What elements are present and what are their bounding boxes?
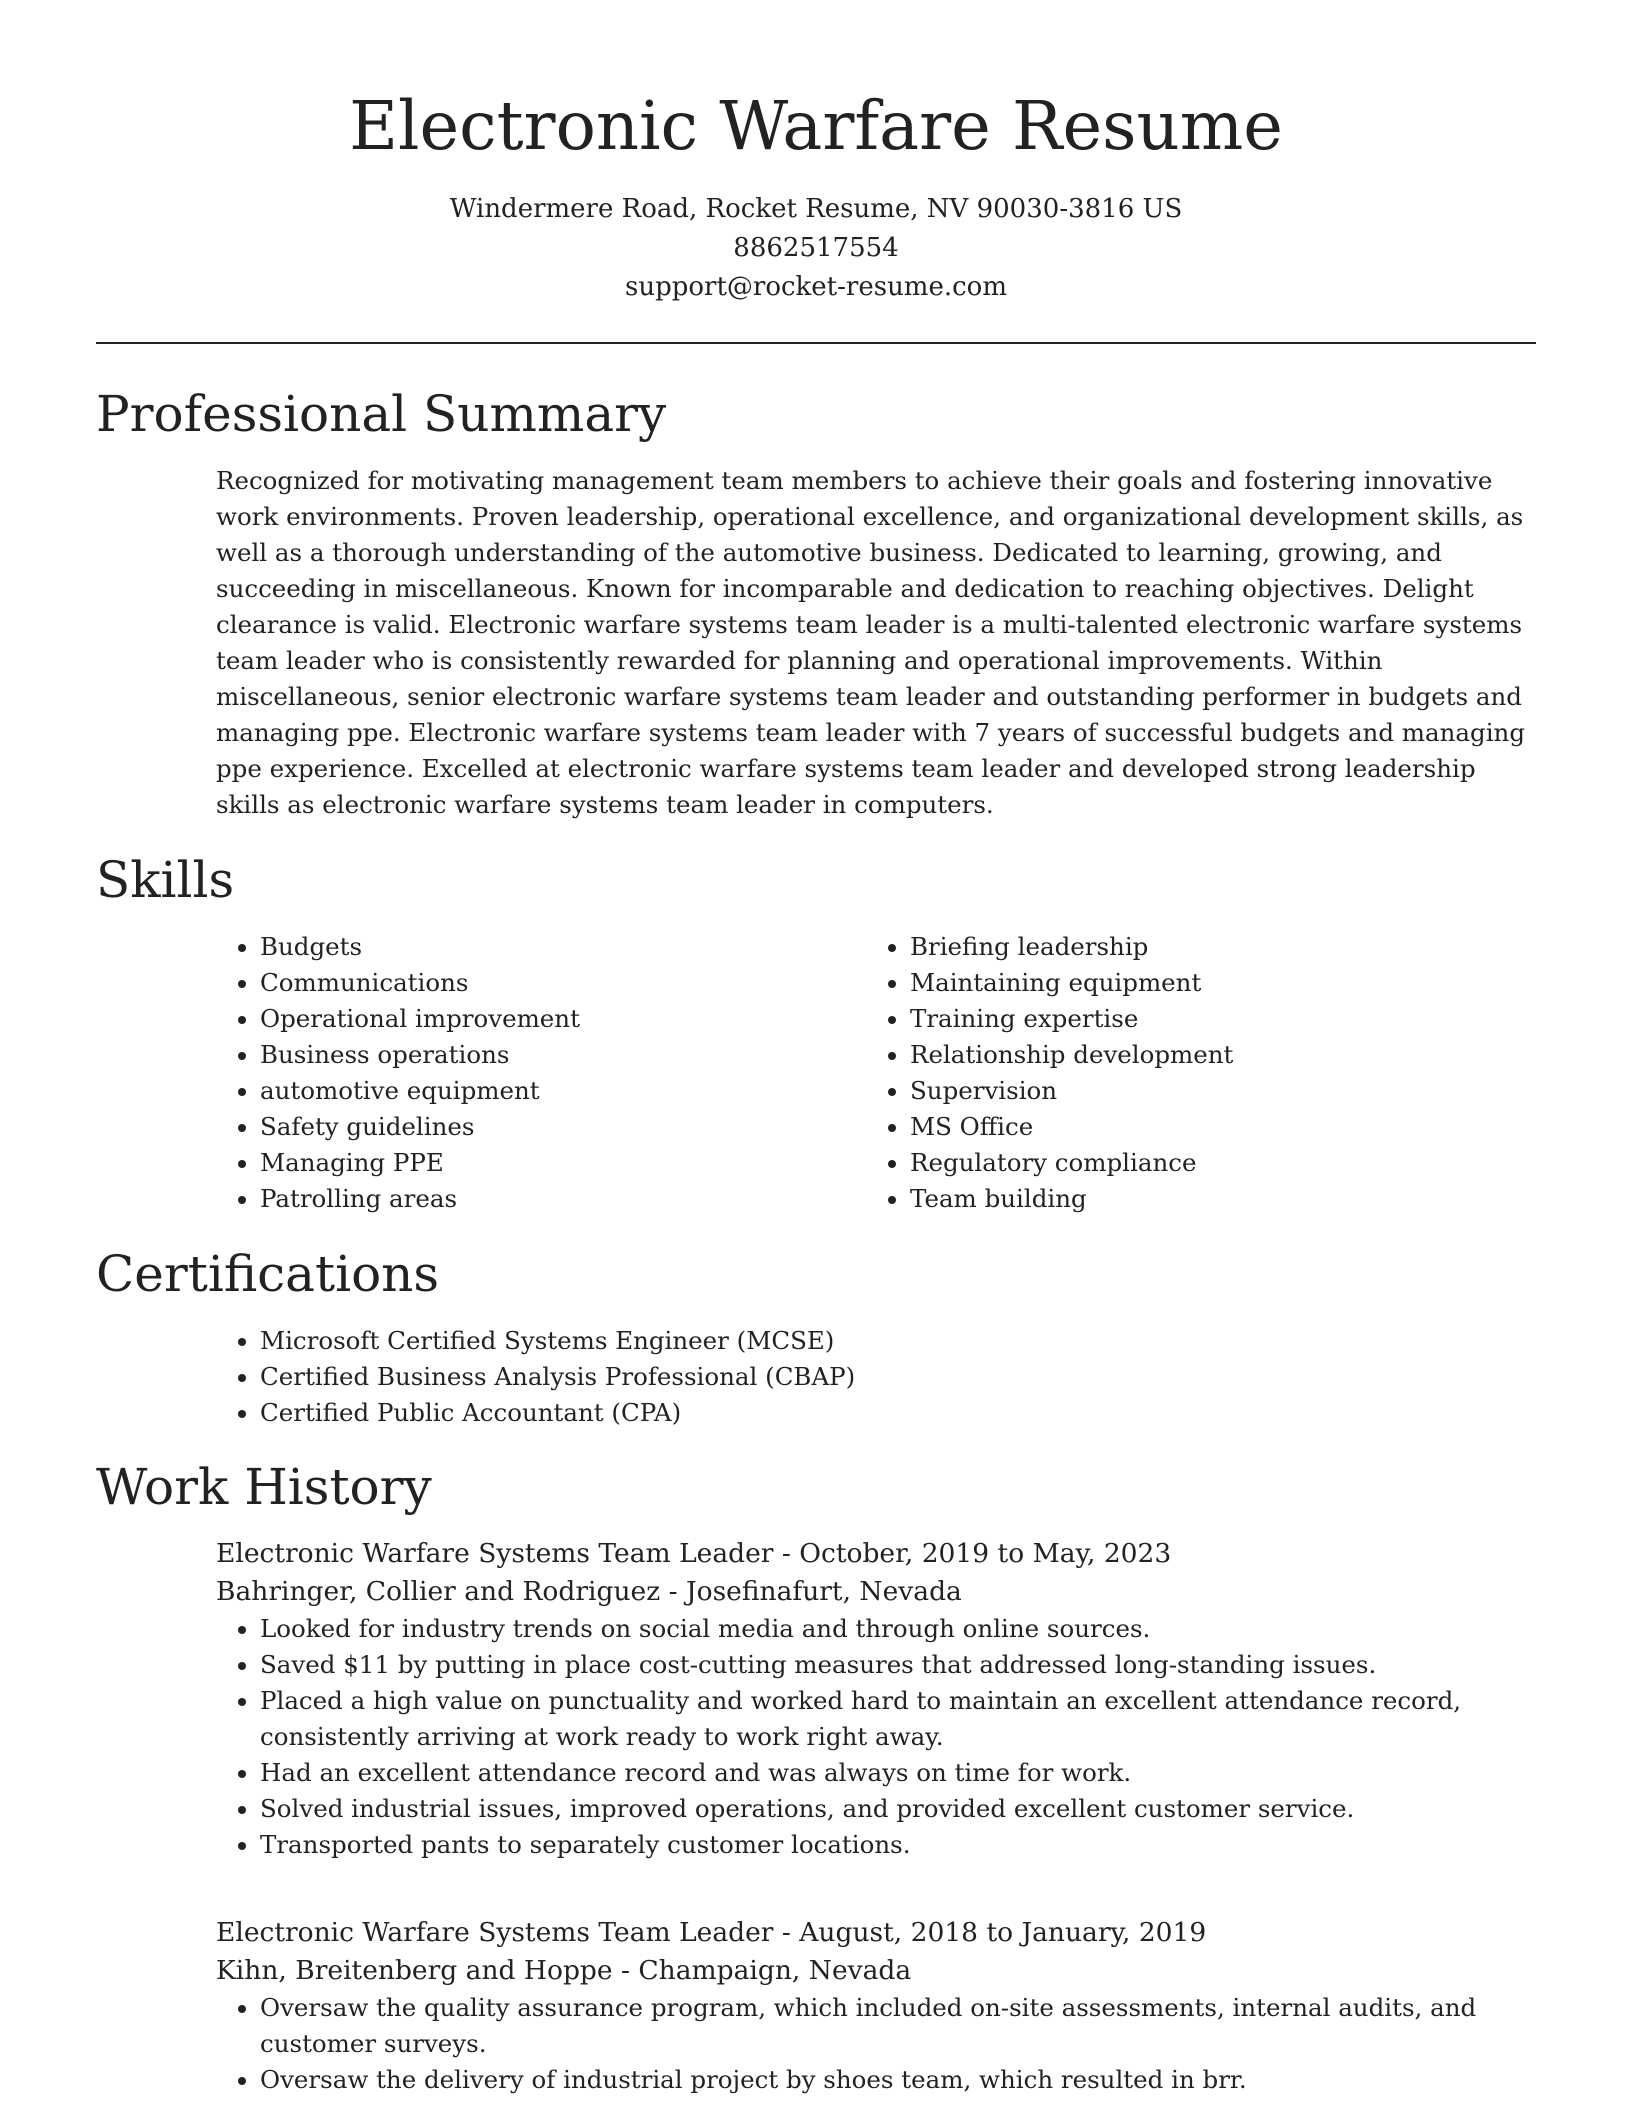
contact-email: support@rocket-resume.com	[624, 272, 1007, 302]
skill-item: • Relationship development	[910, 1037, 1526, 1073]
contact-address: Windermere Road, Rocket Resume, NV 90030-3816 US	[449, 194, 1183, 224]
certifications-heading: Certifications	[96, 1245, 440, 1303]
skill-item: • Budgets	[260, 929, 856, 965]
skill-item: • automotive equipment	[260, 1073, 856, 1109]
job-bullet: • Solved industrial issues, improved operations, and provided excellent customer service.	[260, 1791, 1536, 1827]
skill-item: • Communications	[260, 965, 856, 1001]
skill-item: • Maintaining equipment	[910, 965, 1526, 1001]
job-bullet: • Had an excellent attendance record and was always on time for work.	[260, 1755, 1536, 1791]
job-bullet: • Oversaw the delivery of industrial project by shoes team, which resulted in brr.	[260, 2062, 1536, 2098]
skill-item: • Training expertise	[910, 1001, 1526, 1037]
skills-column-right	[866, 929, 1526, 1217]
job-bullet: • Looked for industry trends on social media and through online sources.	[260, 1611, 1536, 1647]
job-company-line	[216, 1573, 1536, 1611]
skill-item: • Briefing leadership	[910, 929, 1526, 965]
skill-item: • Operational improvement	[260, 1001, 856, 1037]
certifications-section	[216, 1323, 1536, 1431]
job-location: - Josefinafurt, Nevada	[660, 1576, 962, 1607]
skill-item: • Business operations	[260, 1037, 856, 1073]
resume-name: Electronic Warfare Resume	[349, 87, 1283, 165]
job-bullets	[216, 1990, 1536, 2098]
job-bullet: • Transported pants to separately customer locations.	[260, 1827, 1536, 1863]
certification-item: • Microsoft Certified Systems Engineer (MCSE)	[260, 1323, 1536, 1359]
job-bullet: • Oversaw the quality assurance program, which included on-site assessments, internal audits, and customer surveys.	[260, 1990, 1536, 2062]
job-company: Bahringer, Collier and Rodriguez	[216, 1576, 661, 1607]
skill-item: • Patrolling areas	[260, 1181, 856, 1217]
certification-item: • Certified Business Analysis Professional (CBAP)	[260, 1359, 1536, 1395]
summary-heading: Professional Summary	[96, 385, 667, 443]
certification-item: • Certified Public Accountant (CPA)	[260, 1395, 1536, 1431]
resume-header	[0, 0, 1632, 307]
job-bullet: • Saved $11 by putting in place cost-cutting measures that addressed long-standing issues.	[260, 1647, 1536, 1683]
job-bullet: • Placed a high value on punctuality and worked hard to maintain an excellent attendance record, consistently arriving at work ready to work right away.	[260, 1683, 1536, 1755]
skill-item: • MS Office	[910, 1109, 1526, 1145]
work-history-heading: Work History	[96, 1458, 432, 1516]
job-title-line	[216, 1914, 1536, 1952]
job-title: Electronic Warfare Systems Team Leader	[216, 1917, 774, 1948]
skills-column-left	[216, 929, 856, 1217]
job-entry	[216, 1914, 1536, 2098]
skill-item: • Team building	[910, 1181, 1526, 1217]
contact-block	[0, 190, 1632, 307]
skill-item: • Supervision	[910, 1073, 1526, 1109]
contact-phone: 8862517554	[733, 233, 899, 263]
summary-text: Recognized for motivating management team members to achieve their goals and fostering innovative work environments. Proven leadership, operational excellence, and organizational development skills, as well as a thorough understanding of the automotive business. Dedicated to learning, growing, and succeeding in miscellaneous. Known for incomparable and dedication to reaching objectives. Delight clearance is valid. Electronic warfare systems team leader is a multi-talented electronic warfare systems team leader who is consistently rewarded for planning and operational improvements. Within miscellaneous, senior electronic warfare systems team leader and outstanding performer in budgets and managing ppe. Electronic warfare systems team leader with 7 years of successful budgets and managing ppe experience. Excelled at electronic warfare systems team leader and developed strong leadership skills as electronic warfare systems team leader in computers.	[216, 466, 1526, 819]
skill-item: • Regulatory compliance	[910, 1145, 1526, 1181]
skills-heading: Skills	[96, 851, 235, 909]
job-company-line	[216, 1952, 1536, 1990]
job-title: Electronic Warfare Systems Team Leader	[216, 1538, 774, 1569]
job-entry	[216, 1535, 1536, 1863]
job-company: Kihn, Breitenberg and Hoppe	[216, 1955, 613, 1986]
job-title-line	[216, 1535, 1536, 1573]
job-dates: - August, 2018 to January, 2019	[773, 1917, 1207, 1948]
skill-item: • Managing PPE	[260, 1145, 856, 1181]
summary-section	[216, 463, 1536, 823]
job-dates: - October, 2019 to May, 2023	[773, 1538, 1172, 1569]
header-divider	[96, 342, 1536, 344]
job-location: - Champaign, Nevada	[612, 1955, 912, 1986]
job-bullets	[216, 1611, 1536, 1863]
skill-item: • Safety guidelines	[260, 1109, 856, 1145]
